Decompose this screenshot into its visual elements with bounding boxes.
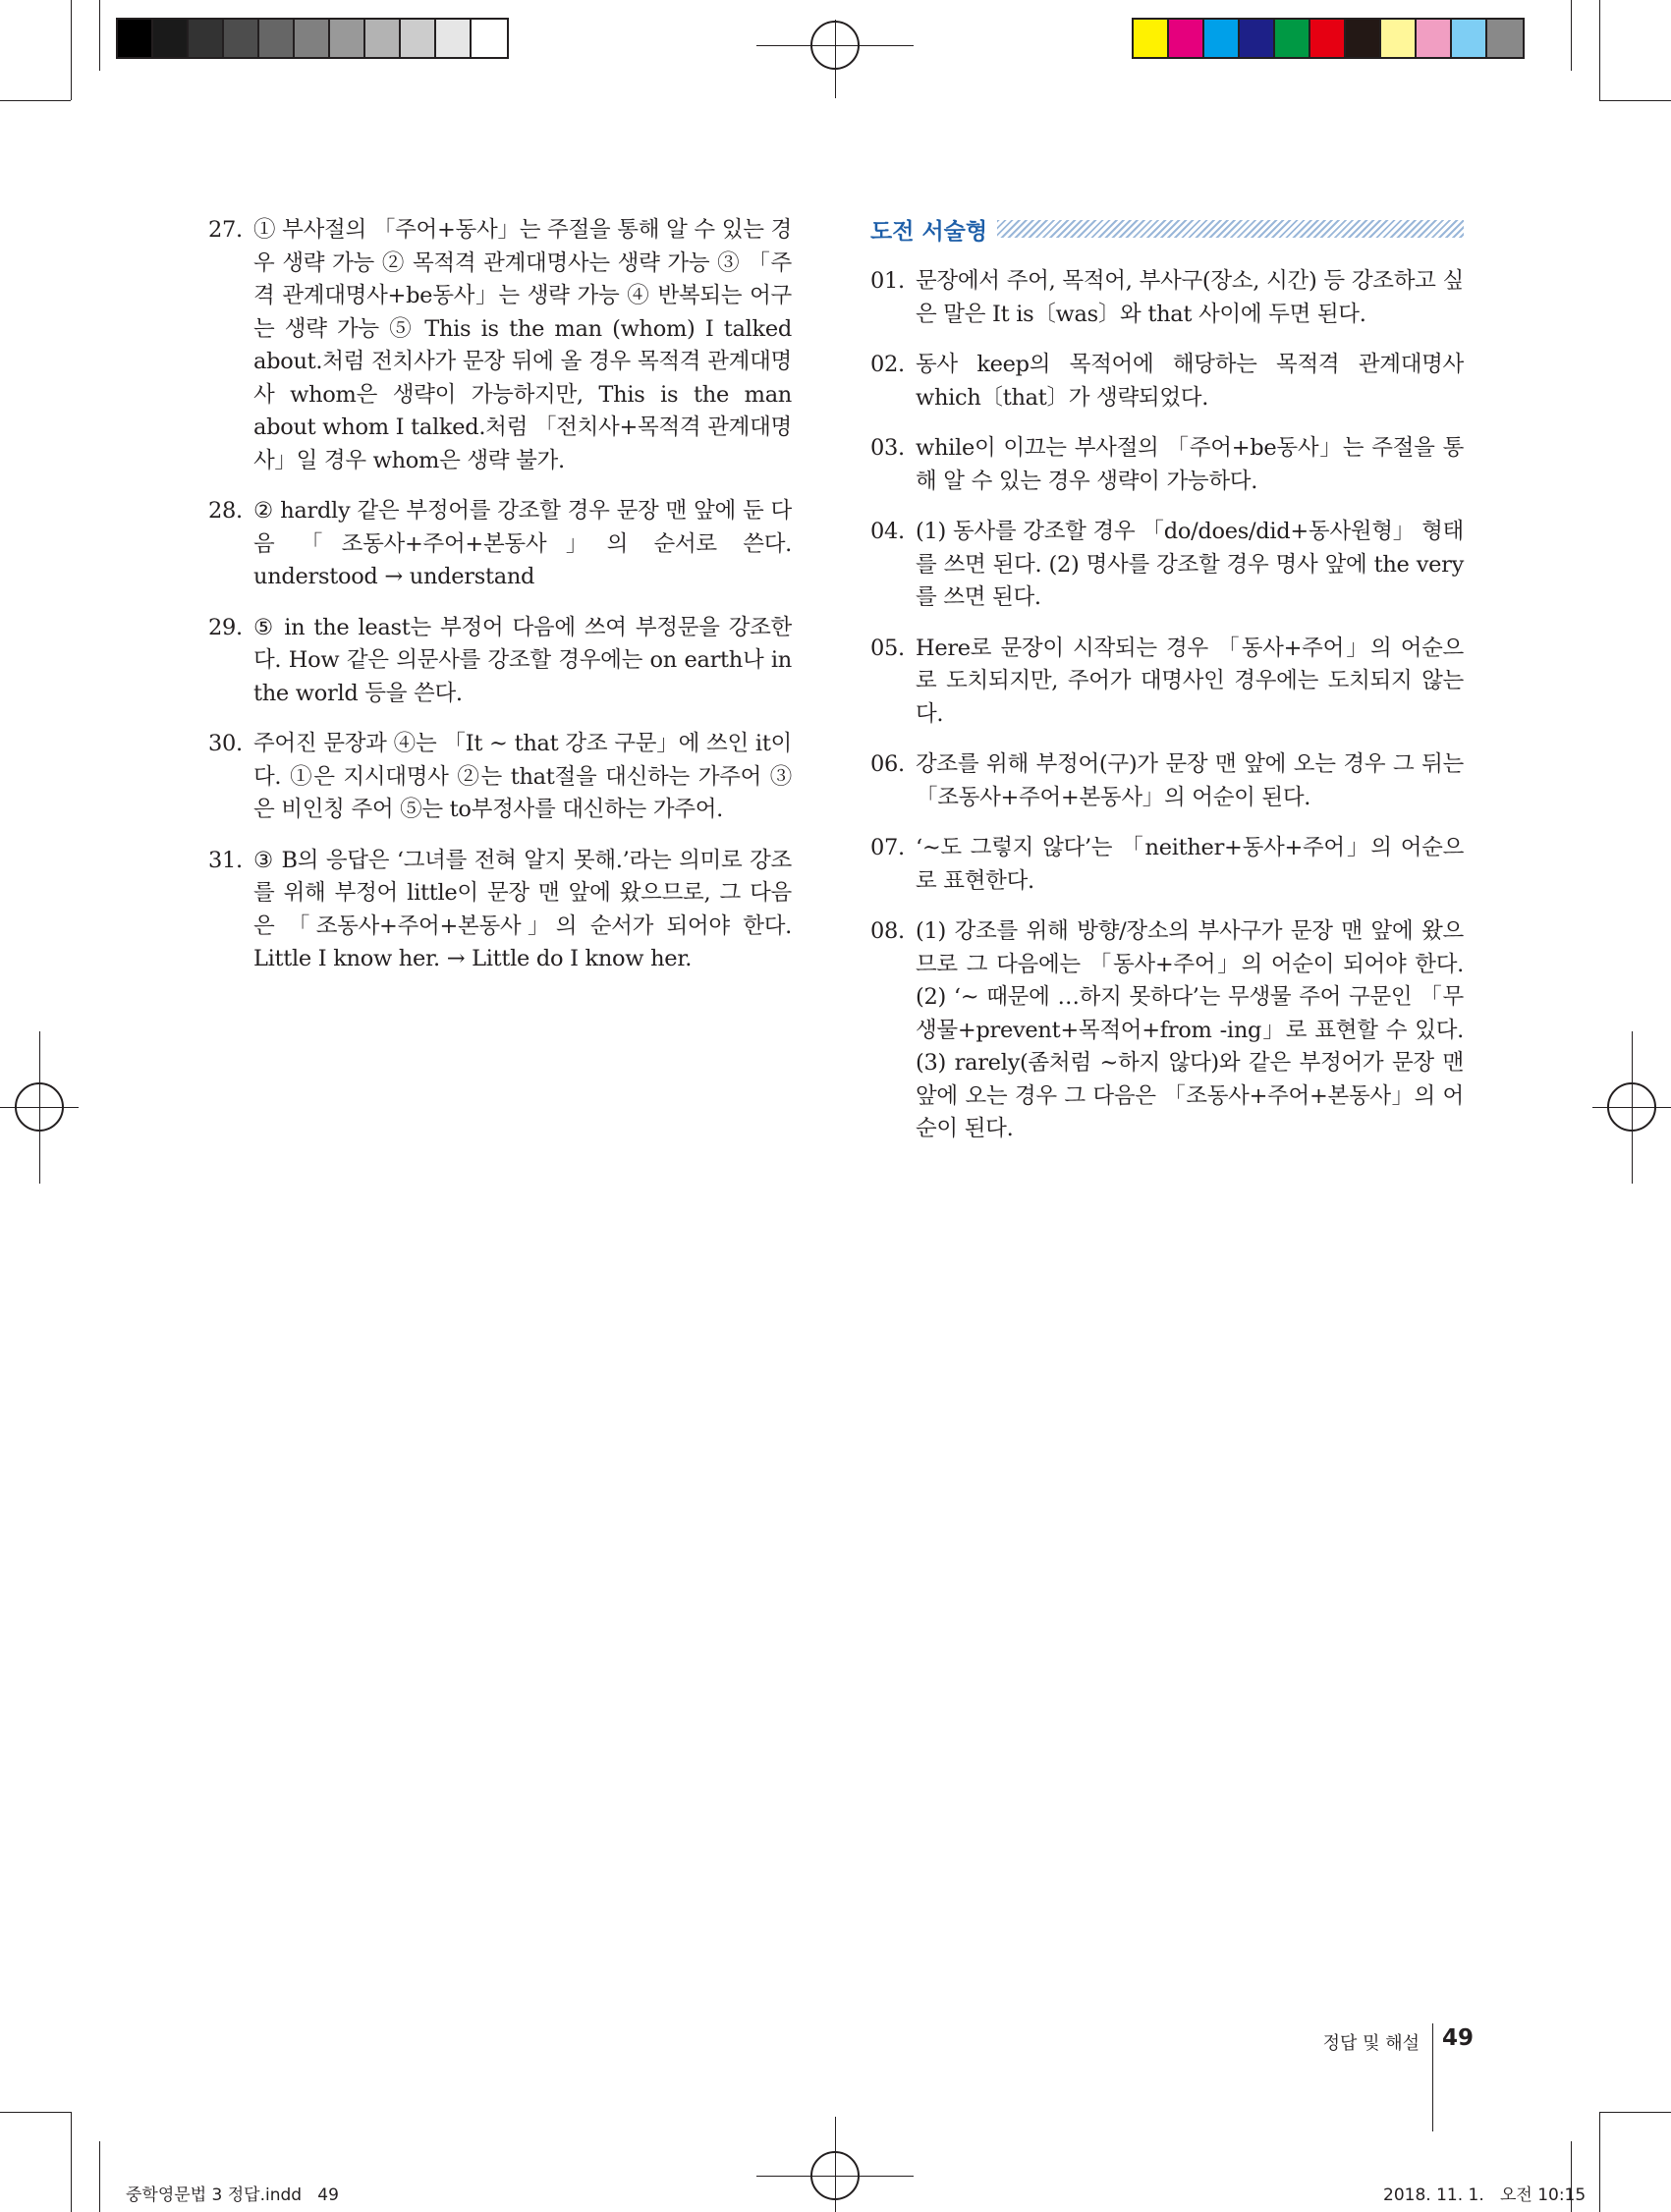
answer-explanation: ② hardly 같은 부정어를 강조할 경우 문장 맨 앞에 둔 다음 「조동사+주어+본동사」의 순서로 쓴다. understood → understand: [253, 498, 792, 589]
answer-number: 02.: [870, 352, 905, 377]
grayscale-color-bar: [116, 18, 509, 59]
answer-number: 27.: [208, 217, 243, 243]
crop-mark: [1571, 0, 1572, 71]
right-answer-column: [870, 214, 1464, 1164]
color-swatch: [153, 20, 189, 57]
answer-item: [208, 495, 792, 594]
registration-mark-top: [756, 20, 914, 98]
answer-number: 05.: [870, 635, 905, 661]
color-swatch: [401, 20, 436, 57]
footer-section-label: 정답 및 해설: [1322, 2033, 1420, 2054]
answer-number: 29.: [208, 614, 243, 640]
color-swatch: [259, 20, 295, 57]
crop-mark: [1599, 2112, 1671, 2113]
answer-item: [870, 915, 1464, 1146]
section-title: 도전 서술형: [870, 218, 988, 245]
page-number: 49: [1442, 2025, 1475, 2051]
crop-mark: [71, 0, 72, 100]
slug-timestamp: 2018. 11. 1. 오전 10:15: [1383, 2185, 1587, 2205]
color-swatch: [1240, 20, 1275, 57]
answer-number: 01.: [870, 268, 905, 294]
color-swatch: [1204, 20, 1240, 57]
answer-explanation: Here로 문장이 시작되는 경우 「동사+주어」의 어순으로 도치되지만, 주어가 대명사인 경우에는 도치되지 않는다.: [916, 635, 1464, 727]
answer-item: [208, 612, 792, 711]
color-swatch: [295, 20, 330, 57]
answer-explanation: 문장에서 주어, 목적어, 부사구(장소, 시간) 등 강조하고 싶은 말은 It is〔was〕와 that 사이에 두면 된다.: [916, 268, 1464, 327]
answer-explanation: 동사 keep의 목적어에 해당하는 목적격 관계대명사 which〔that〕가 생략되었다.: [916, 352, 1464, 411]
crop-mark: [99, 2141, 100, 2212]
color-swatch: [1346, 20, 1381, 57]
color-swatch: [189, 20, 224, 57]
color-swatch: [1417, 20, 1452, 57]
answer-item: [870, 516, 1464, 615]
slug-file-name: 중학영문법 3 정답.indd 49: [126, 2185, 339, 2205]
color-swatch: [118, 20, 153, 57]
registration-mark-right: [1592, 1031, 1671, 1184]
answer-item: [870, 432, 1464, 498]
answer-number: 30.: [208, 731, 243, 756]
crop-mark: [1599, 2112, 1600, 2212]
answer-explanation: while이 이끄는 부사절의 「주어+be동사」는 주절을 통해 알 수 있는 경우 생략이 가능하다.: [916, 435, 1464, 494]
answer-number: 08.: [870, 918, 905, 944]
answer-item: [870, 832, 1464, 898]
page-footer: [1277, 2023, 1523, 2082]
section-hatch-rule: [997, 220, 1464, 238]
crop-mark: [71, 2112, 72, 2212]
answer-explanation: (1) 강조를 위해 방향/장소의 부사구가 문장 맨 앞에 왔으므로 그 다음에는 「동사+주어」의 어순이 되어야 한다. (2) ‘~ 때문에 …하지 못하다’는 무생물 주어 구문인 「무생물+prevent+목적어+from -ing」로 표현할 수 있다. (3) rarely(좀처럼 ~하지 않다)와 같은 부정어가 문장 맨 앞에 오는 경우 그 다음은 「조동사+주어+본동사」의 어순이 된다.: [916, 918, 1464, 1141]
section-header: [870, 214, 1464, 244]
answer-explanation: 강조를 위해 부정어(구)가 문장 맨 앞에 오는 경우 그 뒤는 「조동사+주어+본동사」의 어순이 된다.: [916, 751, 1464, 810]
crop-mark: [0, 2112, 71, 2113]
answer-item: [208, 728, 792, 827]
color-swatch: [436, 20, 472, 57]
answer-explanation: 주어진 문장과 ④는 「It ~ that 강조 구문」에 쓰인 it이다. ①은 지시대명사 ②는 that절을 대신하는 가주어 ③은 비인칭 주어 ⑤는 to부정사를 대신하는 가주어.: [253, 731, 792, 822]
color-swatch: [1452, 20, 1487, 57]
footer-divider: [1432, 2023, 1433, 2131]
crop-mark: [99, 0, 100, 71]
answer-explanation: ‘~도 그렇지 않다’는 「neither+동사+주어」의 어순으로 표현한다.: [916, 835, 1464, 894]
crop-mark: [0, 100, 71, 101]
answer-explanation: ⑤ in the least는 부정어 다음에 쓰여 부정문을 강조한다. How 같은 의문사를 강조할 경우에는 on earth나 in the world 등을 쓴다.: [253, 614, 792, 706]
color-swatch: [472, 20, 507, 57]
answer-item: [208, 845, 792, 976]
registration-mark-left: [0, 1031, 79, 1184]
crop-mark: [1599, 100, 1671, 101]
answer-number: 31.: [208, 847, 243, 873]
answer-item: [870, 349, 1464, 415]
process-color-bar: [1132, 18, 1525, 59]
answer-number: 28.: [208, 498, 243, 524]
answer-number: 07.: [870, 835, 905, 860]
right-answer-list: [870, 265, 1464, 1146]
answer-number: 04.: [870, 519, 905, 544]
color-swatch: [224, 20, 259, 57]
registration-mark-bottom: [756, 2117, 914, 2212]
color-swatch: [1275, 20, 1310, 57]
color-swatch: [1381, 20, 1417, 57]
color-swatch: [1487, 20, 1523, 57]
crop-mark: [1599, 0, 1600, 100]
left-answer-column: [208, 214, 792, 994]
answer-explanation: ③ B의 응답은 ‘그녀를 전혀 알지 못해.’라는 의미로 강조를 위해 부정어 little이 문장 맨 앞에 왔으므로, 그 다음은 「조동사+주어+본동사」의 순서가 되어야 한다. Little I know her. → Little do I know her.: [253, 847, 792, 971]
answer-item: [208, 214, 792, 477]
color-swatch: [330, 20, 365, 57]
color-swatch: [1310, 20, 1346, 57]
color-swatch: [365, 20, 401, 57]
answer-number: 03.: [870, 435, 905, 461]
answer-explanation: ① 부사절의 「주어+동사」는 주절을 통해 알 수 있는 경우 생략 가능 ② 목적격 관계대명사는 생략 가능 ③ 「주격 관계대명사+be동사」는 생략 가능 ④ 반복되는 어구는 생략 가능 ⑤ This is the man (whom) I talked about.처럼 전치사가 문장 뒤에 올 경우 목적격 관계대명사 whom은 생략이 가능하지만, This is the man about whom I talked.처럼 「전치사+목적격 관계대명사」일 경우 whom은 생략 불가.: [253, 217, 792, 473]
color-swatch: [1134, 20, 1169, 57]
answer-number: 06.: [870, 751, 905, 777]
color-swatch: [1169, 20, 1204, 57]
answer-item: [870, 265, 1464, 331]
answer-item: [870, 633, 1464, 732]
answer-item: [870, 748, 1464, 814]
answer-explanation: (1) 동사를 강조할 경우 「do/does/did+동사원형」 형태를 쓰면 된다. (2) 명사를 강조할 경우 명사 앞에 the very를 쓰면 된다.: [916, 519, 1464, 610]
